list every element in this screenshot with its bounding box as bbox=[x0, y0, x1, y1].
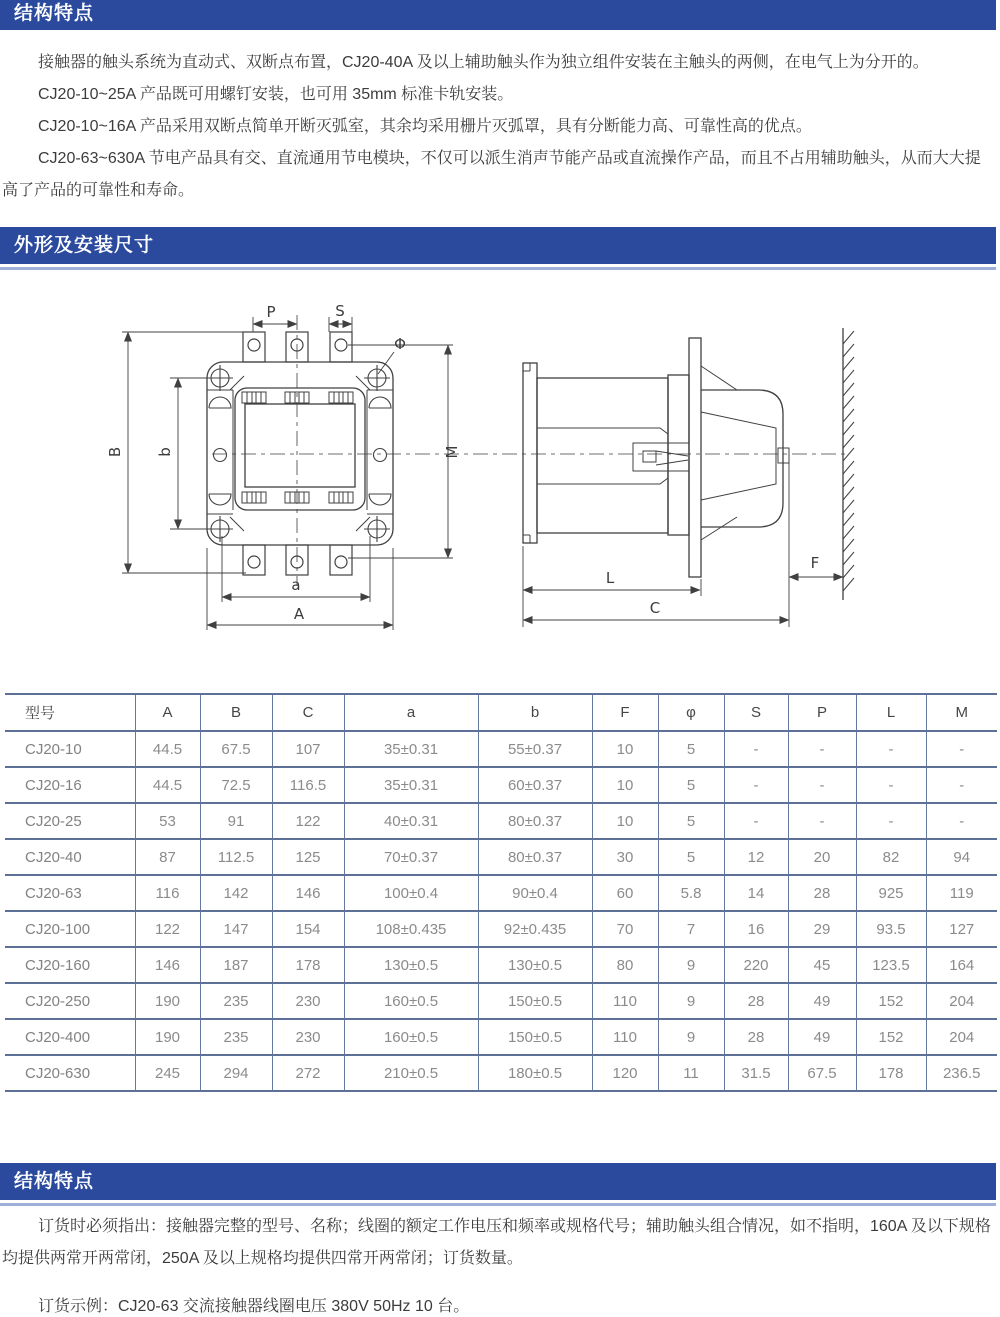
value-cell: 164 bbox=[926, 947, 997, 983]
value-cell: 53 bbox=[135, 803, 200, 839]
dimensions-table bbox=[5, 693, 997, 1092]
table-header-cell: φ bbox=[658, 694, 724, 731]
value-cell: 125 bbox=[272, 839, 344, 875]
value-cell: 110 bbox=[592, 1019, 658, 1055]
value-cell: 94 bbox=[926, 839, 997, 875]
value-cell: - bbox=[724, 731, 788, 767]
value-cell: 11 bbox=[658, 1055, 724, 1091]
value-cell: 123.5 bbox=[856, 947, 926, 983]
section-bar-ordering bbox=[0, 1163, 996, 1200]
value-cell: 28 bbox=[724, 983, 788, 1019]
value-cell: 30 bbox=[592, 839, 658, 875]
value-cell: 67.5 bbox=[200, 731, 272, 767]
value-cell: 127 bbox=[926, 911, 997, 947]
value-cell: 70±0.37 bbox=[344, 839, 478, 875]
value-cell: 5 bbox=[658, 803, 724, 839]
value-cell: 49 bbox=[788, 1019, 856, 1055]
value-cell: 272 bbox=[272, 1055, 344, 1091]
value-cell: 152 bbox=[856, 983, 926, 1019]
value-cell: 112.5 bbox=[200, 839, 272, 875]
value-cell: 116.5 bbox=[272, 767, 344, 803]
value-cell: 5 bbox=[658, 767, 724, 803]
value-cell: 5 bbox=[658, 839, 724, 875]
value-cell: 60±0.37 bbox=[478, 767, 592, 803]
value-cell: 107 bbox=[272, 731, 344, 767]
paragraph: CJ20-10~25A 产品既可用螺钉安装，也可用 35mm 标准卡轨安装。 bbox=[38, 86, 514, 103]
value-cell: 80±0.37 bbox=[478, 803, 592, 839]
dim-label-C: C bbox=[649, 599, 661, 617]
section-bar-underline bbox=[0, 1203, 996, 1206]
table-header-cell: b bbox=[478, 694, 592, 731]
value-cell: 29 bbox=[788, 911, 856, 947]
value-cell: 122 bbox=[272, 803, 344, 839]
value-cell: 230 bbox=[272, 983, 344, 1019]
value-cell: 10 bbox=[592, 767, 658, 803]
value-cell: 178 bbox=[856, 1055, 926, 1091]
value-cell: 190 bbox=[135, 983, 200, 1019]
dim-label-phi: Φ bbox=[394, 335, 406, 353]
value-cell: - bbox=[926, 767, 997, 803]
value-cell: 9 bbox=[658, 947, 724, 983]
value-cell: 146 bbox=[135, 947, 200, 983]
paragraph: 订货时必须指出：接触器完整的型号、名称；线圈的额定工作电压和频率或规格代号；辅助触头组合情况，如不指明，160A 及以下规格均提供两常开两常闭，250A 及以上规格均提供四常开两常闭；订货数量。 bbox=[2, 1218, 991, 1267]
value-cell: 120 bbox=[592, 1055, 658, 1091]
value-cell: 92±0.435 bbox=[478, 911, 592, 947]
value-cell: 12 bbox=[724, 839, 788, 875]
table-header-cell: B bbox=[200, 694, 272, 731]
table-header-cell: M bbox=[926, 694, 997, 731]
value-cell: 44.5 bbox=[135, 767, 200, 803]
value-cell: 70 bbox=[592, 911, 658, 947]
table-row bbox=[5, 983, 997, 1019]
value-cell: 35±0.31 bbox=[344, 767, 478, 803]
section-title: 外形及安装尺寸 bbox=[14, 235, 155, 256]
value-cell: 154 bbox=[272, 911, 344, 947]
value-cell: 178 bbox=[272, 947, 344, 983]
value-cell: - bbox=[724, 767, 788, 803]
value-cell: 55±0.37 bbox=[478, 731, 592, 767]
dim-label-A: A bbox=[293, 605, 305, 623]
side-view-drawing bbox=[523, 328, 854, 627]
value-cell: 150±0.5 bbox=[478, 1019, 592, 1055]
model-cell: CJ20-63 bbox=[5, 875, 135, 911]
model-cell: CJ20-25 bbox=[5, 803, 135, 839]
value-cell: 45 bbox=[788, 947, 856, 983]
value-cell: 235 bbox=[200, 1019, 272, 1055]
value-cell: - bbox=[856, 731, 926, 767]
table-row bbox=[5, 947, 997, 983]
table-row bbox=[5, 803, 997, 839]
model-cell: CJ20-16 bbox=[5, 767, 135, 803]
value-cell: 160±0.5 bbox=[344, 983, 478, 1019]
value-cell: 130±0.5 bbox=[478, 947, 592, 983]
value-cell: - bbox=[788, 731, 856, 767]
value-cell: 49 bbox=[788, 983, 856, 1019]
model-cell: CJ20-10 bbox=[5, 731, 135, 767]
value-cell: 925 bbox=[856, 875, 926, 911]
value-cell: 180±0.5 bbox=[478, 1055, 592, 1091]
value-cell: 100±0.4 bbox=[344, 875, 478, 911]
model-cell: CJ20-250 bbox=[5, 983, 135, 1019]
value-cell: 204 bbox=[926, 1019, 997, 1055]
table-header-cell: a bbox=[344, 694, 478, 731]
table-row bbox=[5, 731, 997, 767]
value-cell: 82 bbox=[856, 839, 926, 875]
value-cell: 80 bbox=[592, 947, 658, 983]
dim-label-F: F bbox=[810, 554, 820, 572]
section-title: 结构特点 bbox=[14, 3, 95, 24]
value-cell: - bbox=[856, 803, 926, 839]
value-cell: 108±0.435 bbox=[344, 911, 478, 947]
value-cell: 116 bbox=[135, 875, 200, 911]
value-cell: - bbox=[856, 767, 926, 803]
dim-label-S: S bbox=[335, 302, 345, 320]
value-cell: - bbox=[724, 803, 788, 839]
model-cell: CJ20-100 bbox=[5, 911, 135, 947]
value-cell: 35±0.31 bbox=[344, 731, 478, 767]
value-cell: 10 bbox=[592, 731, 658, 767]
value-cell: 210±0.5 bbox=[344, 1055, 478, 1091]
model-cell: CJ20-40 bbox=[5, 839, 135, 875]
table-row bbox=[5, 767, 997, 803]
paragraph: CJ20-63~630A 节电产品具有交、直流通用节电模块，不仅可以派生消声节能产品或直流操作产品，而且不占用辅助触头，从而大大提高了产品的可靠性和寿命。 bbox=[2, 150, 981, 199]
value-cell: 7 bbox=[658, 911, 724, 947]
model-cell: CJ20-630 bbox=[5, 1055, 135, 1091]
value-cell: 9 bbox=[658, 983, 724, 1019]
table-header-cell: C bbox=[272, 694, 344, 731]
value-cell: 236.5 bbox=[926, 1055, 997, 1091]
value-cell: 146 bbox=[272, 875, 344, 911]
dim-label-P: P bbox=[266, 303, 276, 321]
value-cell: 142 bbox=[200, 875, 272, 911]
value-cell: 28 bbox=[788, 875, 856, 911]
value-cell: 152 bbox=[856, 1019, 926, 1055]
value-cell: 44.5 bbox=[135, 731, 200, 767]
table-header-cell: S bbox=[724, 694, 788, 731]
value-cell: 220 bbox=[724, 947, 788, 983]
section-bar-underline bbox=[0, 267, 996, 270]
value-cell: - bbox=[788, 803, 856, 839]
section-title: 结构特点 bbox=[14, 1171, 95, 1192]
value-cell: 235 bbox=[200, 983, 272, 1019]
value-cell: 91 bbox=[200, 803, 272, 839]
table-header-cell: 型号 bbox=[5, 694, 135, 731]
dimension-drawings bbox=[0, 290, 1000, 685]
value-cell: 190 bbox=[135, 1019, 200, 1055]
table-row bbox=[5, 875, 997, 911]
value-cell: - bbox=[926, 731, 997, 767]
section-bar-dimensions bbox=[0, 227, 996, 264]
features-text bbox=[2, 47, 996, 207]
value-cell: 150±0.5 bbox=[478, 983, 592, 1019]
value-cell: 72.5 bbox=[200, 767, 272, 803]
value-cell: 187 bbox=[200, 947, 272, 983]
value-cell: 245 bbox=[135, 1055, 200, 1091]
value-cell: 14 bbox=[724, 875, 788, 911]
value-cell: 230 bbox=[272, 1019, 344, 1055]
value-cell: 5.8 bbox=[658, 875, 724, 911]
value-cell: 119 bbox=[926, 875, 997, 911]
value-cell: 9 bbox=[658, 1019, 724, 1055]
value-cell: 160±0.5 bbox=[344, 1019, 478, 1055]
table-row bbox=[5, 1019, 997, 1055]
value-cell: 122 bbox=[135, 911, 200, 947]
model-cell: CJ20-400 bbox=[5, 1019, 135, 1055]
value-cell: - bbox=[926, 803, 997, 839]
ordering-text bbox=[2, 1211, 996, 1317]
dim-label-b: b bbox=[156, 447, 174, 457]
table-header-cell: L bbox=[856, 694, 926, 731]
value-cell: 204 bbox=[926, 983, 997, 1019]
table-header-cell: P bbox=[788, 694, 856, 731]
value-cell: 90±0.4 bbox=[478, 875, 592, 911]
value-cell: 80±0.37 bbox=[478, 839, 592, 875]
table-header-cell: A bbox=[135, 694, 200, 731]
paragraph: CJ20-10~16A 产品采用双断点简单开断灭弧室，其余均采用栅片灭弧罩，具有分断能力高、可靠性高的优点。 bbox=[38, 118, 812, 135]
value-cell: 60 bbox=[592, 875, 658, 911]
value-cell: 130±0.5 bbox=[344, 947, 478, 983]
front-view-drawing bbox=[106, 302, 461, 630]
dim-label-L: L bbox=[605, 569, 615, 587]
value-cell: 16 bbox=[724, 911, 788, 947]
value-cell: 40±0.31 bbox=[344, 803, 478, 839]
value-cell: 31.5 bbox=[724, 1055, 788, 1091]
value-cell: 110 bbox=[592, 983, 658, 1019]
table-row bbox=[5, 839, 997, 875]
value-cell: 294 bbox=[200, 1055, 272, 1091]
dim-label-B: B bbox=[106, 446, 124, 458]
value-cell: 5 bbox=[658, 731, 724, 767]
value-cell: 87 bbox=[135, 839, 200, 875]
value-cell: 67.5 bbox=[788, 1055, 856, 1091]
table-row bbox=[5, 911, 997, 947]
value-cell: 147 bbox=[200, 911, 272, 947]
value-cell: - bbox=[788, 767, 856, 803]
table-row bbox=[5, 1055, 997, 1091]
dim-label-a: a bbox=[291, 576, 301, 594]
value-cell: 28 bbox=[724, 1019, 788, 1055]
paragraph: 接触器的触头系统为直动式、双断点布置，CJ20-40A 及以上辅助触头作为独立组件安装在主触头的两侧，在电气上为分开的。 bbox=[38, 54, 929, 71]
dim-label-M: M bbox=[443, 445, 461, 459]
section-bar-features bbox=[0, 0, 996, 30]
table-header-cell: F bbox=[592, 694, 658, 731]
paragraph: 订货示例：CJ20-63 交流接触器线圈电压 380V 50Hz 10 台。 bbox=[38, 1298, 470, 1315]
table-header-row bbox=[5, 694, 997, 731]
value-cell: 20 bbox=[788, 839, 856, 875]
model-cell: CJ20-160 bbox=[5, 947, 135, 983]
value-cell: 93.5 bbox=[856, 911, 926, 947]
value-cell: 10 bbox=[592, 803, 658, 839]
